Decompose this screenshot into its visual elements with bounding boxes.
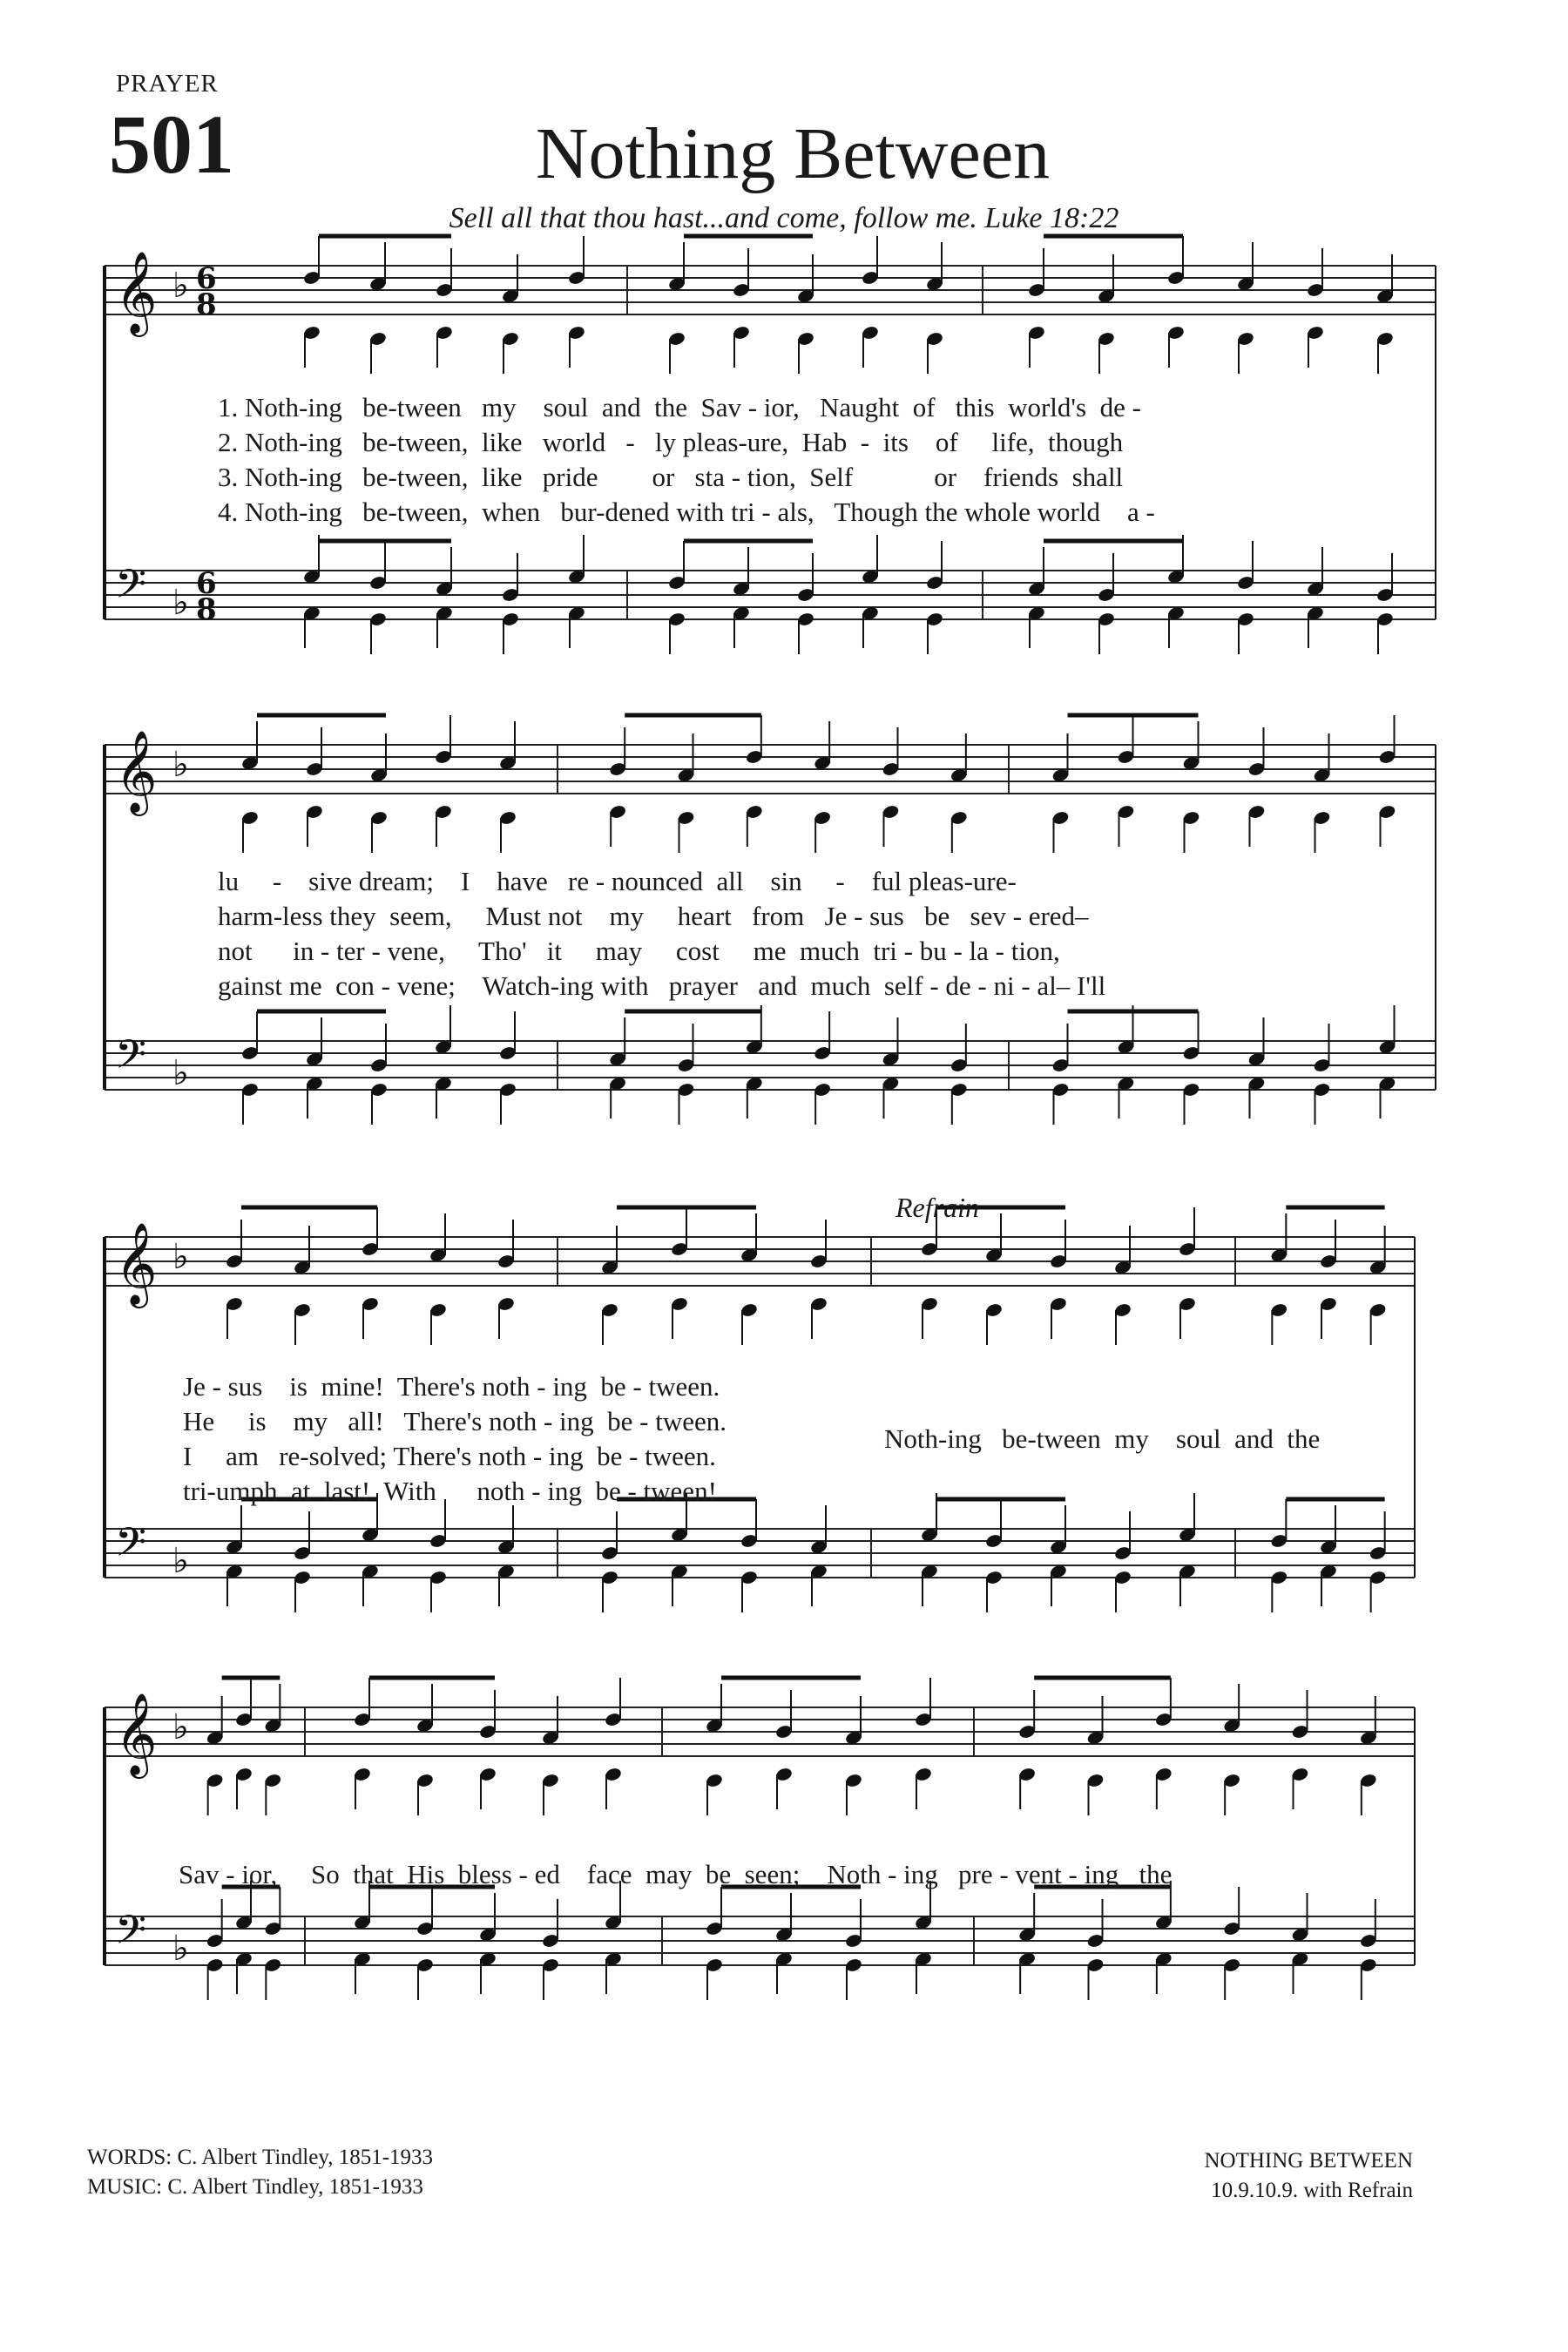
flat-icon: ♭ [172, 1707, 189, 1747]
flat-icon: ♭ [172, 266, 189, 306]
hymn-title: Nothing Between [535, 113, 1051, 194]
lyric-line-s2-v1: lu - sive dream; I have re - nounced all sin - ful pleas-ure- [218, 866, 1017, 896]
treble-clef-icon: 𝄞 [115, 1693, 158, 1775]
bass-clef-icon: 𝄢 [115, 1907, 147, 1963]
tune-name: NOTHING BETWEEN [1204, 2149, 1413, 2173]
treble-clef-icon: 𝄞 [115, 251, 158, 334]
hymn-number: 501 [109, 98, 234, 191]
category-label: PRAYER [116, 70, 219, 98]
lyric-line-s2-v4: gainst me con - vene; Watch-ing with prayer and much self - de - ni - al– I'll [218, 970, 1106, 1001]
refrain-label: Refrain [896, 1192, 979, 1223]
time-signature-bottom: 8 [196, 592, 217, 627]
lyric-line-s3-v4: tri-umph at last! With noth - ing be - tween! [183, 1476, 717, 1506]
flat-icon: ♭ [172, 1237, 189, 1277]
flat-icon: ♭ [172, 745, 189, 785]
credits-right [1204, 2146, 1413, 2206]
lyric-line-s1-v3: 3. Noth-ing be-tween, like pride or sta - tion, Self or friends shall [218, 462, 1124, 492]
time-signature-top: 6 [196, 566, 217, 601]
lyric-line-s2-v2: harm-less they seem, Must not my heart from Je - sus be sev - ered– [218, 901, 1089, 931]
time-signature-top: 6 [196, 261, 217, 296]
meter: 10.9.10.9. with Refrain [1211, 2178, 1413, 2202]
flat-icon: ♭ [172, 1541, 189, 1581]
lyric-line-s3-v2: He is my all! There's noth - ing be - tween. [183, 1406, 727, 1436]
refrain-lyric-line: Noth-ing be-tween my soul and the [884, 1423, 1321, 1454]
words-credit: WORDS: C. Albert Tindley, 1851-1933 [87, 2146, 434, 2169]
lyric-line-s4: Sav - ior, So that His bless - ed face may be seen; Noth - ing pre - vent - ing the [179, 1859, 1173, 1889]
bass-clef-icon: 𝄢 [115, 1519, 147, 1576]
lyric-line-s3-v3: I am re-solved; There's noth - ing be - tween. [183, 1441, 716, 1471]
time-signature-bottom: 8 [196, 287, 217, 322]
scripture-epigraph: Sell all that thou hast...and come, follow me. Luke 18:22 [449, 202, 1119, 234]
music-credit: MUSIC: C. Albert Tindley, 1851-1933 [87, 2174, 423, 2199]
lyric-line-s1-v1: 1. Noth-ing be-tween my soul and the Sav - ior, Naught of this world's de - [218, 392, 1141, 422]
credits-left [87, 2143, 433, 2202]
lyric-line-s3-v1: Je - sus is mine! There's noth - ing be - tween. [183, 1371, 720, 1402]
flat-icon: ♭ [172, 1929, 189, 1969]
lyric-line-s2-v3: not in - ter - vene, Tho' it may cost me much tri - bu - la - tion, [218, 936, 1060, 966]
flat-icon: ♭ [172, 1053, 189, 1093]
treble-clef-icon: 𝄞 [115, 1222, 158, 1305]
lyric-line-s1-v4: 4. Noth-ing be-tween, when bur-dened with tri - als, Though the whole world a - [218, 497, 1155, 527]
bass-clef-icon: 𝄢 [115, 1031, 147, 1088]
treble-clef-icon: 𝄞 [115, 730, 158, 813]
bass-clef-icon: 𝄢 [115, 561, 147, 618]
lyric-line-s1-v2: 2. Noth-ing be-tween, like world - ly pleas-ure, Hab - its of life, though [218, 427, 1124, 457]
flat-icon: ♭ [172, 583, 189, 623]
